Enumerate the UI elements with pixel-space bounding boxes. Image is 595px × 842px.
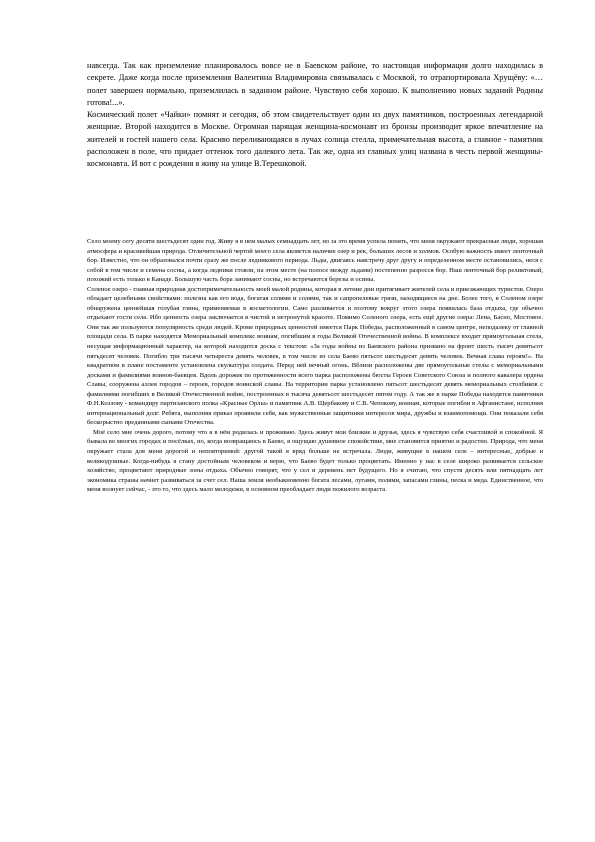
body-text-block: [87, 237, 543, 495]
paragraph-conclusion: Моё село мне очень дорого, потому что я в нём родилась и проживаю. Здесь живут мои близкие и друзья, здесь я чувствую себя счастливой и спокойной. Я бывала во многих городах и посёлках, но, когда возвращаюсь в Баево, я ощущаю душевное спокойствие, мне становится приятно и радостно. Природа, что меня окружает стала для меня дорогой и неповторимой: другой такой я вряд больше не встречала. Люди, живущие в нашем селе – интересные, добрые и великодушные. Когда-нибудь я стану достойным человеком и верю, что Баево будет только процветать. Именно у нас в селе широко развивается сельское хозяйство, процветают природные зоны отдыха. Обычно говорят, что у сел и деревень нет будущего. Но я считаю, что спустя десять или пятнадцать лет экономика страны начнет развиваться за счет сел. Наша земля необыкновенно богата лесами, лугами, полями, запасами глины, песка и меда. Единственное, что меня волнует сейчас, - это то, что здесь мало молодежи, в основном преобладает люди пожилого возраста.: [87, 428, 543, 494]
paragraph-landing-report: навсегда. Так как приземление планировалось вовсе не в Баевском районе, то настоящая информация долго находилась в секрете. Даже когда после приземления Валентина Владимировна связывалась с Москвой, то отрапортировала Хрущёву: «…полет завершен нормально, приземлилась в заданном районе. Чувствую себя хорошо. К выполнению новых заданий Родины готова!...».: [87, 61, 543, 107]
paragraph-monument: Космический полет «Чайки» помнят и сегодня, об этом свидетельствует один из двух памятников, построенных легендарной женщине. Второй находится в Москве. Огромная парящая женщина-космонавт из бронзы производит яркое впечатление на жителей и гостей нашего села. Красиво переливающаяся в лучах солнца стелла, примечательная высота, а главное - памятник расположен в поле, что придает оттенок того далекого лета. Так же, одна из главных улиц названа в честь первой женщины-космонавта. И вот с рождения я живу на улице В.Терешковой.: [87, 110, 543, 169]
paragraph-village-nature: Село моему сегу десяти шестьдесят один год. Живу я в нем малых семнадцать лет, но за это время успела понять, что меня окружают прекрасные люди, хорошая атмосфера и красивейшая природа. Отличительной чертой моего села является наличие озер и рек, больших лесов и холмов. Особую важность имеет ленточный бор. Известно, что он образовался почти сразу же после ледникового периода. Льды, двигаясь навстречу друг другу и определенном месте остановились, неся с собой в том числе и семена сосны, а когда ледники стояли, на этом месте (на полосе между льдами) постепенно разросся бор. Наш ленточный бор реликтовый, похожий есть только в Канаде. Большую часть бора занимают сосны, но встречаются березы и осины.: [87, 238, 543, 284]
intro-text-block: [87, 60, 543, 171]
paragraph-salt-lake-and-park: Соленое озеро - главная природная достопримечательность моей малой родины, которая в летние дни притягивает жителей села и приезжающих туристов. Озеро обладает целебными свойствами: полезна как его вода, богатая солями и солями, так и сапропелевые грязи, находящиеся на дне. Более того, в Соленом озере обнаружена ценнейшая голубая глина, применяемая в косметологии. Само разливается и поэтому вокруг этого озера появилась база отдыха, где обычно отдыхают гости села. Ибо ценность озера заключается в чистой и нетронутой красоте. Помимо Соленого озера, есть ещё другие озера: Лена, Басно, Мостовое. Они так же пользуются популярность среди людей. Кроме природных ценностей имеется Парк Победы, расположенный в самом центре, неподалеку от главной площади села. В парке находятся Мемориальный комплекс воинам, погибшим в годы Великой Отечественной войны. В комплексе входит прямоугольная стела, несущая информационный характер, на которой находится доска с текстом: «За годы войны из Баевского района призвано на фронт шесть тысяч девятьсот пятьдесят человек. Погибло три тысячи четыреста девять человек, в том числе из села Баево пятьсот шестьдесят девять человек. Вечная слава героям!». На квадратном в плане постаменте установлена скульптура солдата. Перед ней вечный огонь. Вблизи расположены две прямоугольные стелы с мемориальными досками и фамилиями воинов-баевцев. Вдоль дорожек по протяженности всего парка расположены бюсты Героев Советского Союза и полного кавалера ордена Славы, сооружена аллея городов – героев, городов воинской славы. На территории парка установлено пятьсот шестьдесят девять мемориальных столбиков с фамилиями погибших в Великой Отечественной войне, построенных в тысяча девятьсот шестьдесят пятом году. А так же в парке Победы находятся памятники Ф.Н.Козлову - командиру партизанского полка «Красные Орлы» и памятник А.В. Щербакову и С.В. Чепокову, воинам, которые погибли в Афганистане, исполняя интернациональный долг. Ребята, выполняя приказ проявили себя, как мужественные защитники интересов мира, дружбы и взаимопомощи. Они показали себя бескорыстно преданными сынами Отечества.: [87, 285, 543, 427]
